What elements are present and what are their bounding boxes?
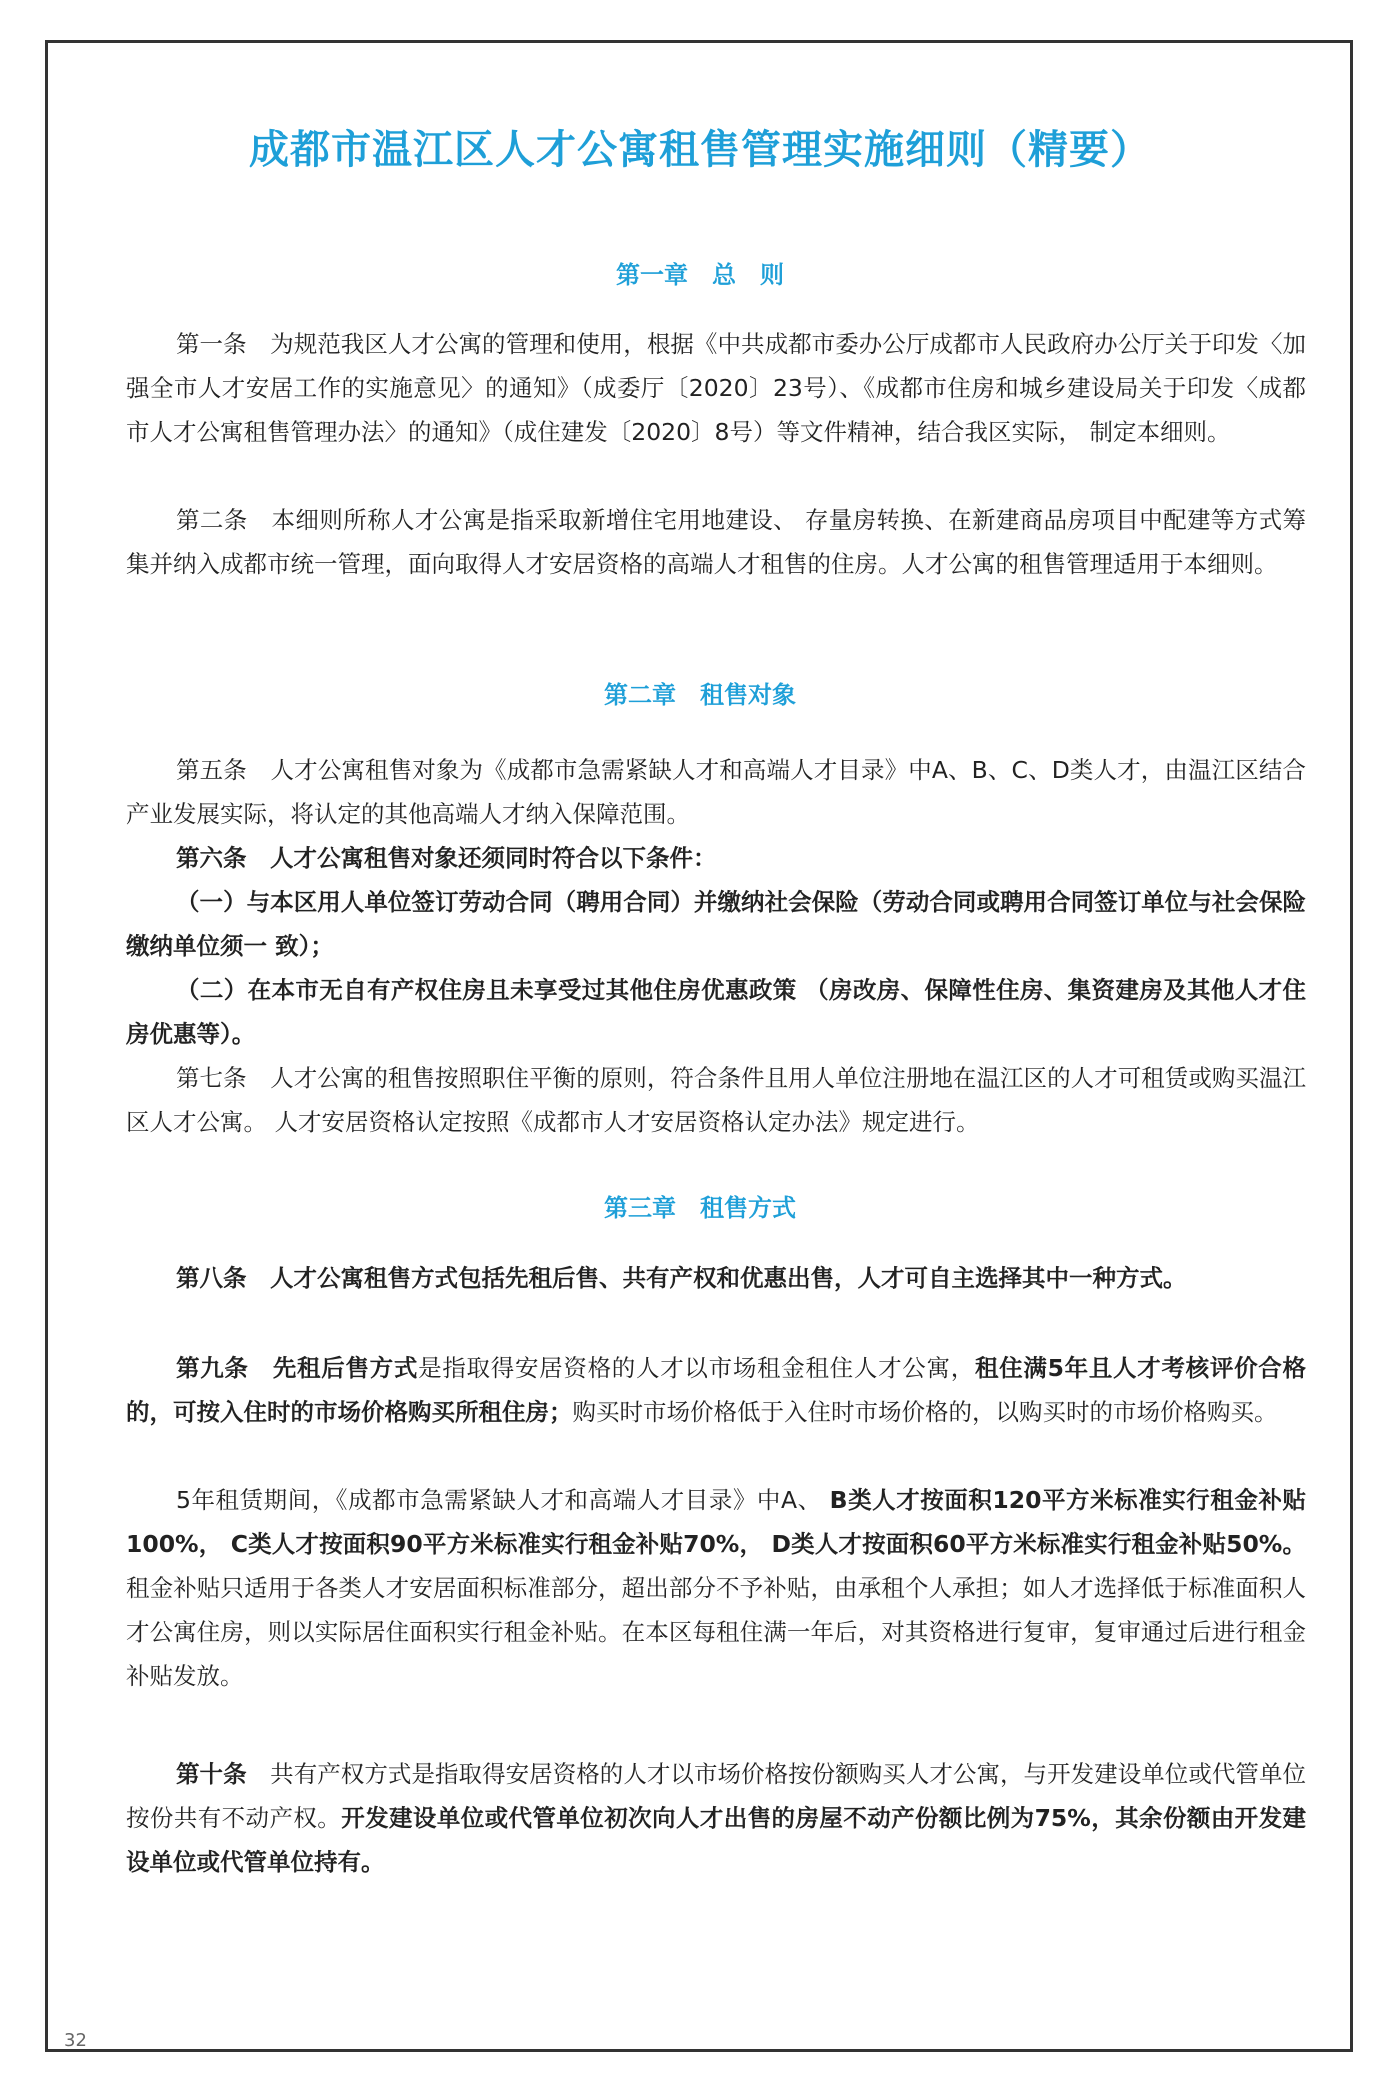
article-9-text-2: 购买时市场价格低于入住时市场价格的，以购买时的市场价格购买。 xyxy=(572,1398,1278,1426)
article-9-highlight: 租住满5年且人才考核评价合格的，可按入住时的市场价格购买所租住房； xyxy=(126,1354,1307,1426)
article-1: 第一条 为规范我区人才公寓的管理和使用，根据《中共成都市委办公厅成都市人民政府办公厅关于印发〈加强全市人才安居工作的实施意见〉的通知》（成委厅〔2020〕23号）、《成都市住房和城乡建设局关于印发〈成都市人才公寓租售管理办法〉的通知》（成住建发〔2020〕8号）等文件精神，结合我区实际， 制定本细则。 xyxy=(126,330,1306,446)
chapter-heading-3: 第三章 租售方式 xyxy=(604,1194,796,1222)
article-8: 第八条 人才公寓租售方式包括先租后售、共有产权和优惠出售，人才可自主选择其中一种方式。 xyxy=(176,1264,1187,1292)
page-number: 32 xyxy=(64,2030,87,2051)
article-7: 第七条 人才公寓的租售按照职住平衡的原则，符合条件且用人单位注册地在温江区的人才可租赁或购买温江区人才公寓。 人才安居资格认定按照《成都市人才安居资格认定办法》规定进行。 xyxy=(126,1064,1306,1136)
article-9-heading: 第九条 先租后售方式 xyxy=(176,1354,419,1382)
document-title: 成都市温江区人才公寓租售管理实施细则（精要） xyxy=(249,127,1151,173)
chapter-heading-2: 第二章 租售对象 xyxy=(604,681,796,709)
subsidy-rules: 租金补贴只适用于各类人才安居面积标准部分，超出部分不予补贴，由承租个人承担；如人才选择低于标准面积人才公寓住房，则以实际居住面积实行租金补贴。在本区每租住满一年后，对其资格进行复审，复审通过后进行租金补贴发放。 xyxy=(126,1574,1306,1690)
subsidy-intro: 5年租赁期间，《成都市急需紧缺人才和高端人才目录》中A、 xyxy=(176,1486,830,1514)
article-10-text: 共有产权方式是指取得安居资格的人才以市场价格按份额购买人才公寓，与开发建设单位或代管单位按份共有不动产权。 xyxy=(126,1760,1307,1832)
chapter-heading-1: 第一章 总 则 xyxy=(616,261,784,289)
article-2: 第二条 本细则所称人才公寓是指采取新增住宅用地建设、 存量房转换、在新建商品房项目中配建等方式筹集并纳入成都市统一管理，面向取得人才安居资格的高端人才租售的住房。人才公寓的租售管理适用于本细则。 xyxy=(126,506,1306,578)
article-10-highlight: 开发建设单位或代管单位初次向人才出售的房屋不动产份额比例为75%，其余份额由开发建设单位或代管单位持有。 xyxy=(126,1804,1306,1876)
article-10 xyxy=(126,1752,1306,1884)
article-9-subsidy xyxy=(126,1478,1306,1698)
subsidy-rates: B类人才按面积120平方米标准实行租金补贴100%， C类人才按面积90平方米标准实行租金补贴70%， D类人才按面积60平方米标准实行租金补贴50%。 xyxy=(126,1486,1306,1558)
article-5: 第五条 人才公寓租售对象为《成都市急需紧缺人才和高端人才目录》中A、B、C、D类人才，由温江区结合产业发展实际，将认定的其他高端人才纳入保障范围。 xyxy=(126,756,1306,828)
article-10-heading: 第十条 xyxy=(176,1760,247,1788)
article-6-condition-1: （一）与本区用人单位签订劳动合同（聘用合同）并缴纳社会保险（劳动合同或聘用合同签订单位与社会保险缴纳单位须一 致）； xyxy=(126,888,1306,960)
article-9-text-1: 是指取得安居资格的人才以市场租金租住人才公寓， xyxy=(418,1354,975,1382)
article-6-condition-2: （二）在本市无自有产权住房且未享受过其他住房优惠政策 （房改房、保障性住房、集资建房及其他人才住房优惠等）。 xyxy=(126,976,1306,1048)
article-9 xyxy=(126,1346,1306,1434)
article-6: 第六条 人才公寓租售对象还须同时符合以下条件： xyxy=(176,844,717,872)
